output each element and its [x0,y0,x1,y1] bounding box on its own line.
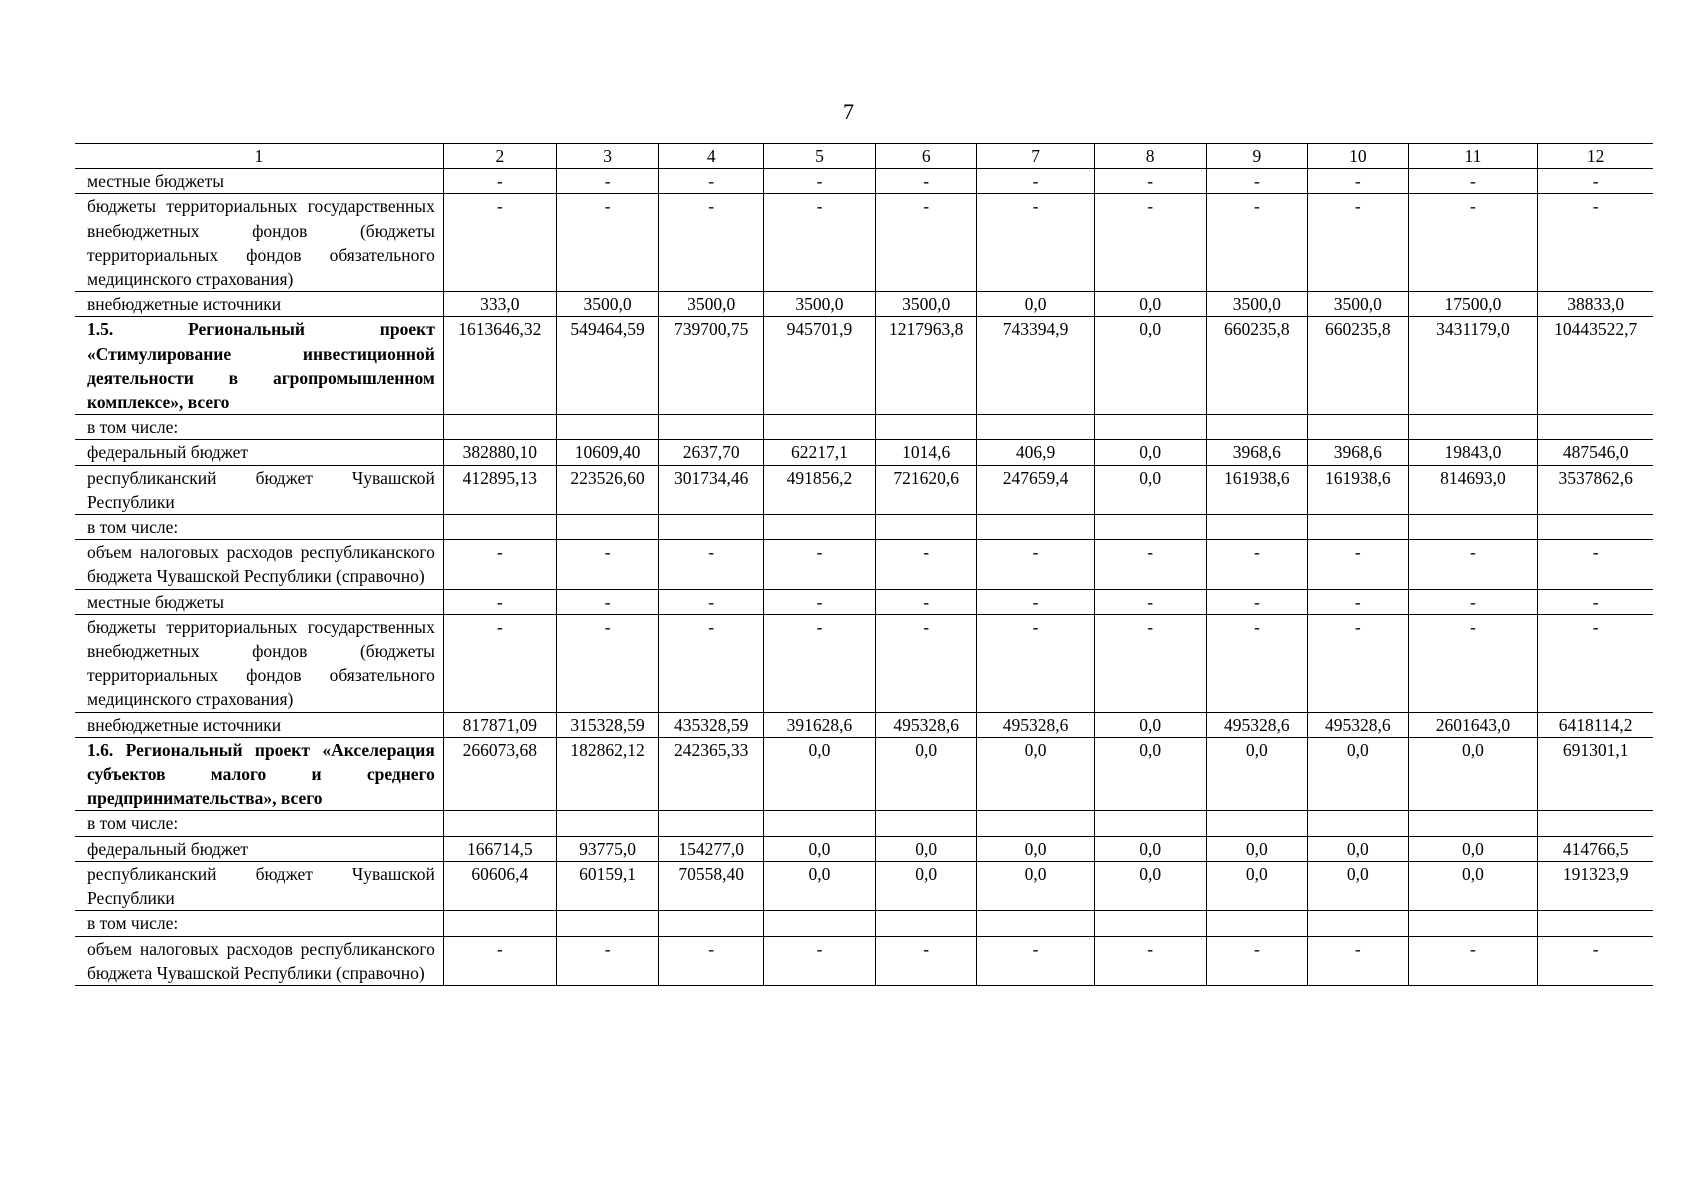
value-cell [764,911,876,936]
value-cell: 495328,6 [1308,712,1408,737]
value-cell: 495328,6 [1206,712,1308,737]
value-cell: 3537862,6 [1538,465,1653,514]
table-row [75,440,1653,465]
value-cell: - [1408,194,1538,292]
row-label: 1.5. Региональный проект «Стимулирование инвестиционной деятельности в агропромышленном комплексе», всего [75,317,443,415]
value-cell: - [1408,540,1538,589]
value-cell: - [1206,540,1308,589]
value-cell [556,911,659,936]
value-cell: 0,0 [1094,737,1206,811]
value-cell: 266073,68 [443,737,556,811]
value-cell: 945701,9 [764,317,876,415]
value-cell: - [1308,194,1408,292]
value-cell: - [556,589,659,614]
value-cell [875,515,977,540]
value-cell: - [1408,169,1538,194]
value-cell [1408,515,1538,540]
value-cell: 406,9 [977,440,1094,465]
value-cell: - [977,614,1094,712]
value-cell: 161938,6 [1206,465,1308,514]
column-number-cell: 5 [764,144,876,169]
value-cell: 10443522,7 [1538,317,1653,415]
value-cell: 0,0 [764,836,876,861]
value-cell: - [1408,589,1538,614]
value-cell: - [556,936,659,985]
value-cell: - [1538,169,1653,194]
value-cell: 814693,0 [1408,465,1538,514]
table-row [75,836,1653,861]
value-cell: 2601643,0 [1408,712,1538,737]
value-cell: 817871,09 [443,712,556,737]
value-cell [443,911,556,936]
value-cell [443,811,556,836]
value-cell: - [1408,936,1538,985]
value-cell: 315328,59 [556,712,659,737]
table-row [75,515,1653,540]
value-cell [977,911,1094,936]
value-cell: - [875,169,977,194]
value-cell: 0,0 [1308,836,1408,861]
value-cell: 0,0 [977,737,1094,811]
value-cell: - [1538,194,1653,292]
column-number-cell: 11 [1408,144,1538,169]
value-cell [875,811,977,836]
value-cell: - [977,194,1094,292]
table-row [75,614,1653,712]
value-cell: - [443,194,556,292]
value-cell: 70558,40 [659,861,764,910]
row-label: 1.6. Региональный проект «Акселерация субъектов малого и среднего предпринимательства», всего [75,737,443,811]
value-cell: 0,0 [1308,737,1408,811]
value-cell: 93775,0 [556,836,659,861]
value-cell [875,415,977,440]
value-cell: 435328,59 [659,712,764,737]
column-number-cell: 10 [1308,144,1408,169]
value-cell: 0,0 [977,861,1094,910]
value-cell: - [1094,589,1206,614]
value-cell: - [875,194,977,292]
value-cell [1206,515,1308,540]
row-label: в том числе: [75,415,443,440]
table-row [75,911,1653,936]
table-row [75,292,1653,317]
value-cell: - [1094,194,1206,292]
value-cell: - [1206,169,1308,194]
value-cell: - [556,540,659,589]
value-cell: 2637,70 [659,440,764,465]
row-label: местные бюджеты [75,589,443,614]
value-cell: 0,0 [1408,861,1538,910]
page-number: 7 [843,99,854,124]
value-cell [1408,811,1538,836]
value-cell: 391628,6 [764,712,876,737]
value-cell: 0,0 [1094,836,1206,861]
value-cell: - [764,194,876,292]
value-cell [1538,515,1653,540]
row-label: местные бюджеты [75,169,443,194]
value-cell: - [764,169,876,194]
value-cell: 0,0 [1094,317,1206,415]
value-cell: - [1308,540,1408,589]
value-cell: 491856,2 [764,465,876,514]
value-cell: 0,0 [764,737,876,811]
value-cell [977,515,1094,540]
value-cell: 0,0 [977,292,1094,317]
value-cell: 0,0 [875,836,977,861]
value-cell: 549464,59 [556,317,659,415]
value-cell: 0,0 [1308,861,1408,910]
value-cell: 0,0 [1206,737,1308,811]
value-cell [764,515,876,540]
value-cell: 3500,0 [659,292,764,317]
value-cell: - [875,936,977,985]
value-cell: 0,0 [1094,861,1206,910]
value-cell [1538,911,1653,936]
value-cell: - [443,169,556,194]
row-label: объем налоговых расходов республиканского бюджета Чувашской Республики (справочно) [75,540,443,589]
value-cell: 17500,0 [1408,292,1538,317]
value-cell: - [659,936,764,985]
value-cell: 382880,10 [443,440,556,465]
value-cell: - [1308,614,1408,712]
value-cell: 3431179,0 [1408,317,1538,415]
budget-table [75,143,1653,986]
column-number-cell: 6 [875,144,977,169]
value-cell: 0,0 [1094,440,1206,465]
value-cell: 739700,75 [659,317,764,415]
value-cell [1408,911,1538,936]
value-cell [1538,415,1653,440]
value-cell: 60159,1 [556,861,659,910]
value-cell: 333,0 [443,292,556,317]
value-cell: 3500,0 [1206,292,1308,317]
value-cell: - [1094,936,1206,985]
value-cell: 0,0 [1408,836,1538,861]
value-cell: 487546,0 [1538,440,1653,465]
column-number-cell: 4 [659,144,764,169]
value-cell [556,811,659,836]
value-cell: 414766,5 [1538,836,1653,861]
value-cell: - [1206,936,1308,985]
value-cell [1308,811,1408,836]
value-cell [1094,415,1206,440]
value-cell: - [1206,194,1308,292]
value-cell: - [659,194,764,292]
value-cell [1094,811,1206,836]
value-cell: 0,0 [764,861,876,910]
value-cell: - [1538,589,1653,614]
value-cell: 0,0 [875,737,977,811]
value-cell: - [764,614,876,712]
column-number-row [75,144,1653,169]
project-row [75,737,1653,811]
value-cell: - [659,614,764,712]
value-cell: 3968,6 [1206,440,1308,465]
value-cell: 0,0 [1094,712,1206,737]
value-cell: 154277,0 [659,836,764,861]
value-cell: 38833,0 [1538,292,1653,317]
value-cell: - [443,614,556,712]
value-cell: 495328,6 [875,712,977,737]
value-cell: 3500,0 [556,292,659,317]
value-cell: 10609,40 [556,440,659,465]
value-cell: 721620,6 [875,465,977,514]
value-cell [443,415,556,440]
value-cell: - [977,589,1094,614]
value-cell [977,811,1094,836]
value-cell [659,415,764,440]
value-cell: - [659,540,764,589]
value-cell: - [977,936,1094,985]
column-number-cell: 1 [75,144,443,169]
value-cell: 60606,4 [443,861,556,910]
value-cell: 19843,0 [1408,440,1538,465]
table-row [75,861,1653,910]
value-cell [977,415,1094,440]
value-cell: 3500,0 [764,292,876,317]
value-cell: - [443,936,556,985]
value-cell [659,515,764,540]
value-cell [1094,515,1206,540]
row-label: в том числе: [75,811,443,836]
table-row [75,194,1653,292]
value-cell: 3500,0 [1308,292,1408,317]
value-cell: - [1308,936,1408,985]
row-label: в том числе: [75,911,443,936]
value-cell: 1613646,32 [443,317,556,415]
value-cell [1308,515,1408,540]
value-cell: 0,0 [977,836,1094,861]
value-cell: 495328,6 [977,712,1094,737]
row-label: федеральный бюджет [75,836,443,861]
table-row [75,712,1653,737]
value-cell: - [977,169,1094,194]
project-row [75,317,1653,415]
value-cell: 743394,9 [977,317,1094,415]
value-cell [556,515,659,540]
value-cell [1206,911,1308,936]
value-cell: 660235,8 [1206,317,1308,415]
value-cell: 0,0 [1206,861,1308,910]
row-label: бюджеты территориальных государственных внебюджетных фондов (бюджеты территориальных фондов обязательного медицинского страхования) [75,194,443,292]
value-cell [1094,911,1206,936]
table-row [75,936,1653,985]
table-row [75,465,1653,514]
value-cell: - [1308,169,1408,194]
value-cell: - [659,589,764,614]
value-cell [1308,415,1408,440]
value-cell [556,415,659,440]
table-row [75,415,1653,440]
table-row [75,589,1653,614]
column-number-cell: 8 [1094,144,1206,169]
row-label: республиканский бюджет Чувашской Республики [75,465,443,514]
value-cell: - [1538,614,1653,712]
table-row [75,811,1653,836]
value-cell: 0,0 [1206,836,1308,861]
value-cell: - [556,194,659,292]
value-cell: - [977,540,1094,589]
value-cell: 0,0 [1094,292,1206,317]
value-cell: 6418114,2 [1538,712,1653,737]
row-label: внебюджетные источники [75,712,443,737]
column-number-cell: 9 [1206,144,1308,169]
value-cell: - [1408,614,1538,712]
value-cell [1538,811,1653,836]
value-cell: - [1308,589,1408,614]
value-cell: 301734,46 [659,465,764,514]
value-cell: 0,0 [1408,737,1538,811]
value-cell: - [659,169,764,194]
value-cell [875,911,977,936]
value-cell: - [1538,936,1653,985]
value-cell: 0,0 [875,861,977,910]
value-cell [1206,811,1308,836]
column-number-cell: 12 [1538,144,1653,169]
value-cell: 660235,8 [1308,317,1408,415]
row-label: внебюджетные источники [75,292,443,317]
value-cell: - [1538,540,1653,589]
row-label: бюджеты территориальных государственных внебюджетных фондов (бюджеты территориальных фондов обязательного медицинского страхования) [75,614,443,712]
value-cell: 1217963,8 [875,317,977,415]
value-cell: - [764,589,876,614]
value-cell: 1014,6 [875,440,977,465]
row-label: объем налоговых расходов республиканского бюджета Чувашской Республики (справочно) [75,936,443,985]
value-cell: - [556,614,659,712]
value-cell: - [443,540,556,589]
value-cell: 166714,5 [443,836,556,861]
column-number-cell: 2 [443,144,556,169]
value-cell: 691301,1 [1538,737,1653,811]
row-label: федеральный бюджет [75,440,443,465]
column-number-cell: 7 [977,144,1094,169]
value-cell: 62217,1 [764,440,876,465]
value-cell: 182862,12 [556,737,659,811]
value-cell [1408,415,1538,440]
value-cell: - [443,589,556,614]
row-label: республиканский бюджет Чувашской Республики [75,861,443,910]
value-cell: 0,0 [1094,465,1206,514]
column-number-cell: 3 [556,144,659,169]
table-row [75,169,1653,194]
row-label: в том числе: [75,515,443,540]
value-cell: 247659,4 [977,465,1094,514]
value-cell: - [764,936,876,985]
value-cell: 3968,6 [1308,440,1408,465]
value-cell: 412895,13 [443,465,556,514]
value-cell [1206,415,1308,440]
value-cell: 191323,9 [1538,861,1653,910]
value-cell [764,811,876,836]
value-cell: - [1094,614,1206,712]
value-cell [764,415,876,440]
value-cell [659,811,764,836]
value-cell: - [556,169,659,194]
value-cell: - [875,540,977,589]
value-cell [659,911,764,936]
value-cell: - [764,540,876,589]
value-cell: 3500,0 [875,292,977,317]
value-cell: 161938,6 [1308,465,1408,514]
value-cell [443,515,556,540]
value-cell: - [1094,169,1206,194]
table-row [75,540,1653,589]
value-cell: - [1206,589,1308,614]
value-cell: 223526,60 [556,465,659,514]
value-cell: - [875,589,977,614]
value-cell [1308,911,1408,936]
value-cell: 242365,33 [659,737,764,811]
value-cell: - [1206,614,1308,712]
value-cell: - [1094,540,1206,589]
value-cell: - [875,614,977,712]
